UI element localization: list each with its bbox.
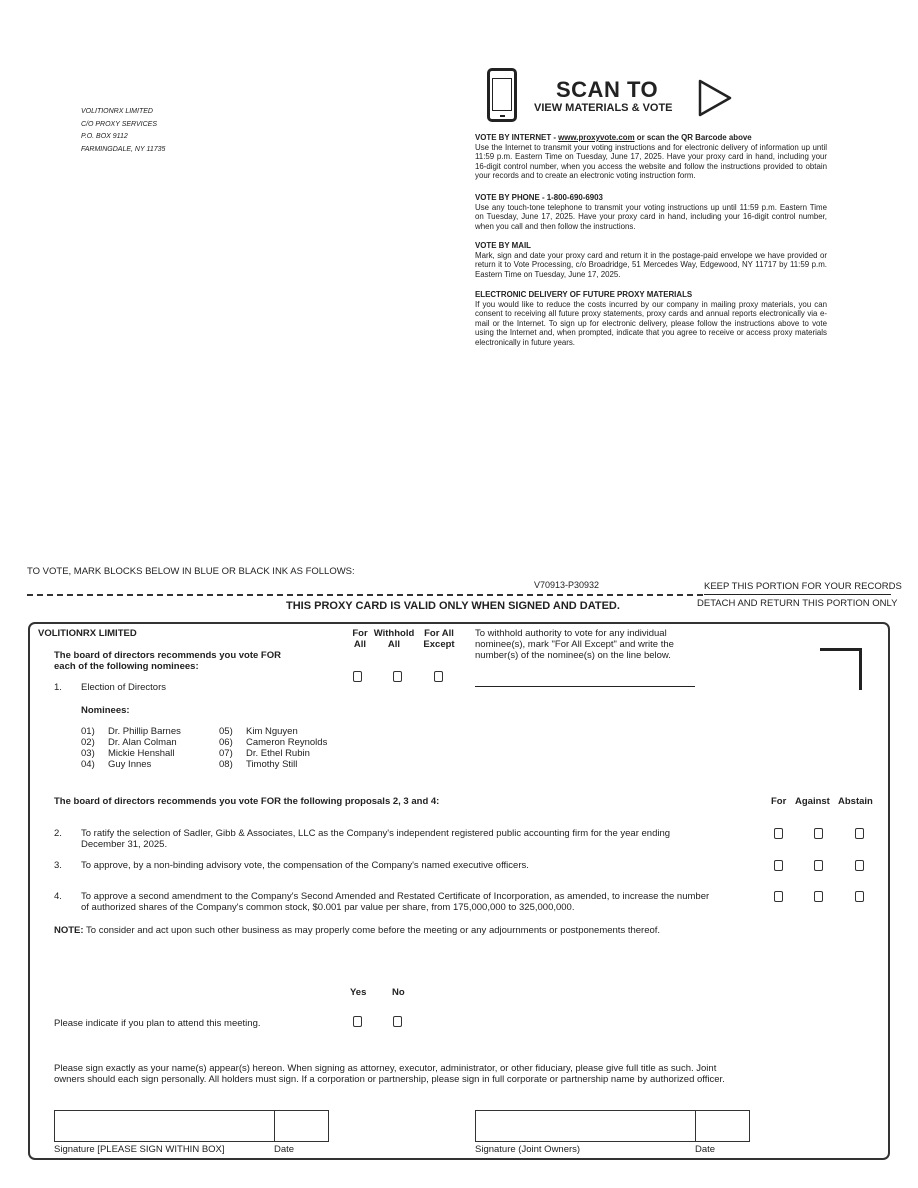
withhold-instructions: To withhold authority to vote for any individual nominee(s), mark "For All Except" and write the number(s) of the nominee(s) on the line below. bbox=[475, 628, 674, 661]
corner-mark bbox=[820, 648, 862, 690]
col-yes: Yes bbox=[350, 987, 367, 998]
signature-box[interactable] bbox=[54, 1110, 275, 1142]
proposal-number: 3. bbox=[54, 860, 62, 871]
note-text: NOTE: To consider and act upon such other business as may properly come before the meeting or any adjournments or postponements thereof. bbox=[54, 925, 661, 936]
nominees-label: Nominees: bbox=[81, 705, 130, 716]
vote-phone-section bbox=[475, 193, 827, 231]
col-withhold-all: Withhold All bbox=[373, 628, 415, 650]
proposal-4-for-checkbox[interactable] bbox=[774, 891, 783, 902]
vote-phone-heading: VOTE BY PHONE - 1-800-690-6903 bbox=[475, 193, 603, 202]
validity-notice: THIS PROXY CARD IS VALID ONLY WHEN SIGNED AND DATED. bbox=[286, 600, 620, 612]
proposal-3-for-checkbox[interactable] bbox=[774, 860, 783, 871]
col-abstain: Abstain bbox=[838, 796, 873, 807]
sender-line: C/O PROXY SERVICES bbox=[81, 120, 157, 128]
signature-date-box[interactable] bbox=[274, 1110, 329, 1142]
proxyvote-link[interactable]: www.proxyvote.com bbox=[558, 133, 635, 142]
proposal-3-text: To approve, by a non-binding advisory vote, the compensation of the Company's named executive officers. bbox=[81, 860, 529, 871]
signing-instructions: Please sign exactly as your name(s) appear(s) hereon. When signing as attorney, executor, administrator, or other fiduciary, please give full title as such. Joint owners should each sign personally. All holders must sign. If a corporation or partnership, please sign in full corporate or partnership name by authorized officer. bbox=[54, 1063, 725, 1085]
board-recommendation-cont: each of the following nominees: bbox=[54, 661, 199, 672]
joint-date-label: Date bbox=[695, 1144, 716, 1155]
item-election-label: Election of Directors bbox=[81, 682, 167, 693]
vote-internet-body: Use the Internet to transmit your voting instructions and for electronic delivery of information up until 11:59 p.m. Eastern Time on Tuesday, June 17, 2025. Have your proxy card in hand, including your 16-digit control number, when you access the website and follow the instructions provided to obtain your records and to create an electronic voting instruction form. bbox=[475, 142, 827, 181]
control-code: V70913-P30932 bbox=[534, 580, 600, 590]
withhold-all-checkbox[interactable] bbox=[393, 671, 402, 682]
joint-signature-box[interactable] bbox=[475, 1110, 696, 1142]
nominee-item: 08) Timothy Still bbox=[219, 759, 298, 770]
col-against: Against bbox=[795, 796, 830, 807]
electronic-delivery-section bbox=[475, 290, 827, 348]
col-for-all: For All bbox=[352, 628, 368, 650]
sender-address bbox=[81, 106, 165, 156]
nominee-list-right bbox=[219, 726, 327, 770]
col-for-all-except: For All Except bbox=[423, 628, 455, 650]
vote-mail-body: Mark, sign and date your proxy card and return it in the postage-paid envelope we have provided or return it to Vote Processing, c/o Broadridge, 51 Mercedes Way, Edgewood, NY 11717 by 11:59 p.m. Eastern Time on Tuesday, June 17, 2025. bbox=[475, 250, 827, 279]
signature-label: Signature [PLEASE SIGN WITHIN BOX] bbox=[54, 1144, 225, 1155]
card-company-name: VOLITIONRX LIMITED bbox=[38, 628, 137, 639]
vote-mail-section bbox=[475, 241, 827, 279]
nominee-item: 02) Dr. Alan Colman bbox=[81, 737, 177, 748]
proposal-2-against-checkbox[interactable] bbox=[814, 828, 823, 839]
nominee-item: 05) Kim Nguyen bbox=[219, 726, 298, 737]
proposal-4-abstain-checkbox[interactable] bbox=[855, 891, 864, 902]
detach-line bbox=[27, 594, 703, 596]
nominee-item: 03) Mickie Henshall bbox=[81, 748, 175, 759]
proposals-recommendation: The board of directors recommends you vote FOR the following proposals 2, 3 and 4: bbox=[54, 796, 440, 807]
attend-no-checkbox[interactable] bbox=[393, 1016, 402, 1027]
sender-line: FARMINGDALE, NY 11735 bbox=[81, 145, 166, 153]
joint-signature-label: Signature (Joint Owners) bbox=[475, 1144, 581, 1155]
keep-divider bbox=[704, 594, 891, 595]
proposal-2-text: To ratify the selection of Sadler, Gibb & Associates, LLC as the Company's independent registered public accounting firm for the year ending December 31, 2025. bbox=[81, 828, 671, 850]
scan-title: SCAN TO bbox=[556, 77, 659, 102]
sender-line: VOLITIONRX LIMITED bbox=[81, 108, 153, 115]
joint-signature-date-box[interactable] bbox=[695, 1110, 750, 1142]
proposal-4-against-checkbox[interactable] bbox=[814, 891, 823, 902]
nominee-item: 07) Dr. Ethel Rubin bbox=[219, 748, 310, 759]
nominee-list-left bbox=[81, 726, 181, 770]
for-all-except-checkbox[interactable] bbox=[434, 671, 443, 682]
proposal-number: 4. bbox=[54, 891, 62, 902]
for-all-checkbox[interactable] bbox=[353, 671, 362, 682]
attend-question: Please indicate if you plan to attend this meeting. bbox=[54, 1018, 261, 1029]
board-recommendation: The board of directors recommends you vote FOR bbox=[54, 650, 281, 661]
vote-internet-heading: VOTE BY INTERNET - www.proxyvote.com or scan the QR Barcode above bbox=[475, 133, 752, 142]
phone-icon bbox=[487, 68, 517, 122]
vote-mail-heading: VOTE BY MAIL bbox=[475, 241, 531, 250]
electronic-delivery-heading: ELECTRONIC DELIVERY OF FUTURE PROXY MATERIALS bbox=[475, 290, 693, 299]
proposal-2-for-checkbox[interactable] bbox=[774, 828, 783, 839]
item-number: 1. bbox=[54, 682, 62, 693]
play-arrow-icon bbox=[698, 79, 732, 117]
keep-portion-label: KEEP THIS PORTION FOR YOUR RECORDS bbox=[704, 581, 902, 592]
vote-phone-body: Use any touch-tone telephone to transmit your voting instructions up until 11:59 p.m. Eastern Time on Tuesday, June 17, 2025. Have your proxy card in hand, including your 16-digit control number, when you call and then follow the instructions. bbox=[475, 202, 827, 231]
attend-yes-checkbox[interactable] bbox=[353, 1016, 362, 1027]
nominee-item: 01) Dr. Phillip Barnes bbox=[81, 726, 181, 737]
sender-line: P.O. BOX 9112 bbox=[81, 133, 128, 140]
nominee-item: 06) Cameron Reynolds bbox=[219, 737, 328, 748]
detach-portion-label: DETACH AND RETURN THIS PORTION ONLY bbox=[697, 598, 898, 609]
proposal-3-abstain-checkbox[interactable] bbox=[855, 860, 864, 871]
proposal-number: 2. bbox=[54, 828, 62, 839]
vote-internet-section bbox=[475, 133, 827, 181]
proposal-3-against-checkbox[interactable] bbox=[814, 860, 823, 871]
proposal-4-text: To approve a second amendment to the Company's Second Amended and Restated Certificate of Incorporation, as amended, to increase the number of authorized shares of the Company's common stock, $0.001 par value per share, from 175,000,000 to 325,000,000. bbox=[81, 891, 710, 913]
proposal-2-abstain-checkbox[interactable] bbox=[855, 828, 864, 839]
electronic-delivery-body: If you would like to reduce the costs incurred by our company in mailing proxy materials, you can consent to receiving all future proxy statements, proxy cards and annual reports electronically via e-mail or the Internet. To sign up for electronic delivery, please follow the instructions above to vote using the Internet and, when prompted, indicate that you agree to receive or access proxy materials electronically in future years. bbox=[475, 299, 827, 347]
nominee-write-in-line[interactable] bbox=[475, 686, 695, 687]
to-vote-instruction: TO VOTE, MARK BLOCKS BELOW IN BLUE OR BLACK INK AS FOLLOWS: bbox=[27, 566, 355, 577]
date-label: Date bbox=[274, 1144, 295, 1155]
nominee-item: 04) Guy Innes bbox=[81, 759, 152, 770]
col-for: For bbox=[771, 796, 787, 807]
scan-subtitle: VIEW MATERIALS & VOTE bbox=[534, 102, 673, 114]
col-no: No bbox=[392, 987, 405, 998]
